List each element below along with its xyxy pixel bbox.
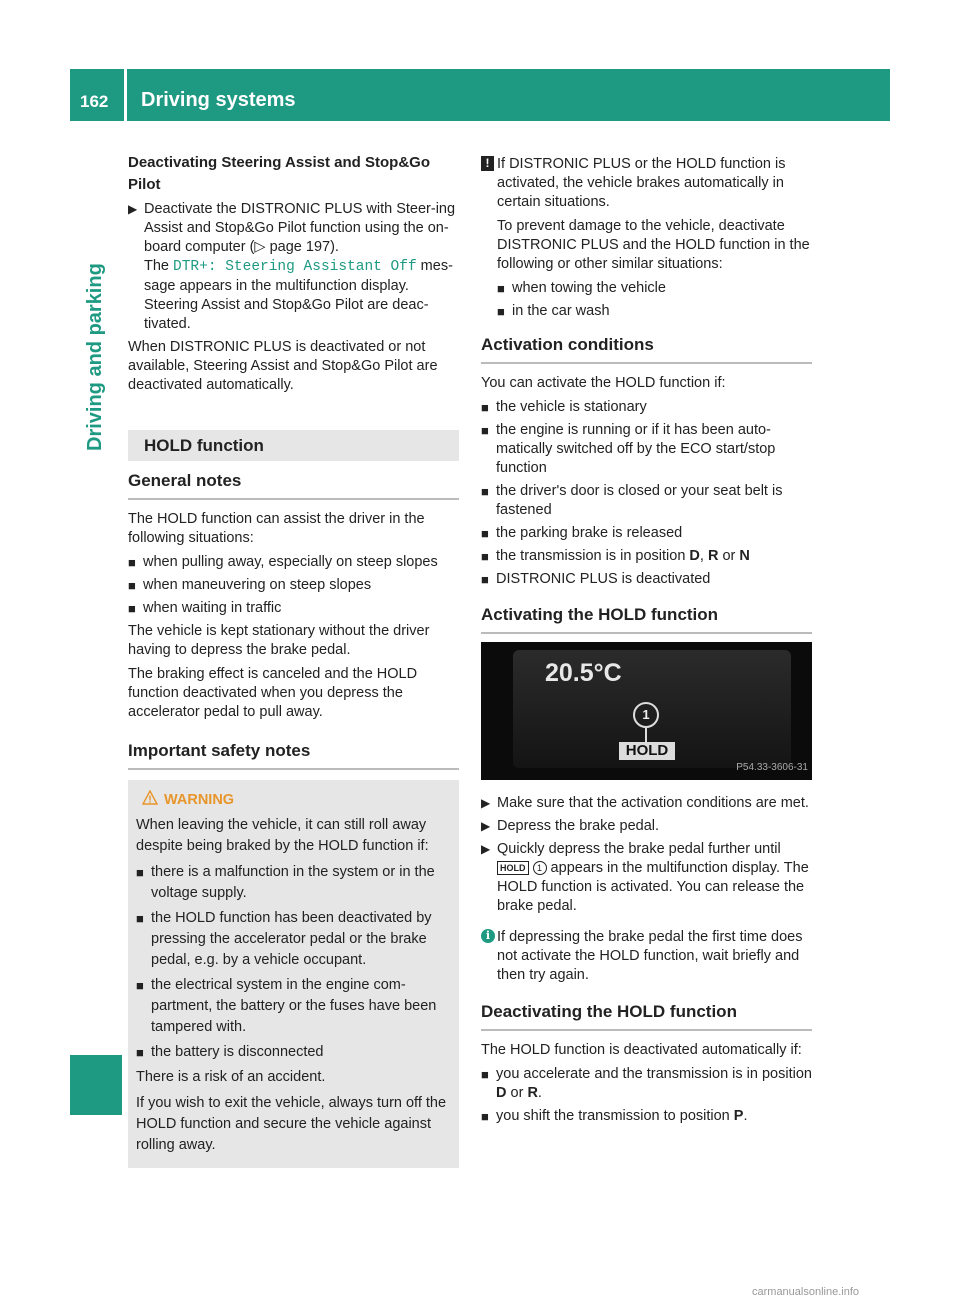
paragraph: The HOLD function is deactivated automatically if: <box>481 1042 802 1058</box>
step-arrow-icon: ▶ <box>481 796 491 810</box>
display-message: DTR+: Steering Assistant Off <box>173 259 417 275</box>
instruction-step: ▶ Deactivate the DISTRONIC PLUS with Steer-ing Assist and Stop&Go Pilot function using the on-board computer (▷ page 197). The DTR+: Steering Assistant Off mes-sage appears in the multifunction display. Steering Assist and Stop&Go Pilot are deac-tivated. <box>128 201 456 332</box>
step-arrow-icon: ▶ <box>481 842 491 856</box>
callout-line <box>645 728 647 742</box>
paragraph: If you wish to exit the vehicle, always turn off the HOLD function and secure the vehicle against rolling away. <box>136 1095 447 1153</box>
note-bullet-list <box>497 279 812 321</box>
paragraph: The braking effect is canceled and the HOLD function deactivated when you depress the accelerator pedal to pull away. <box>128 666 418 720</box>
list-item: ■ there is a malfunction in the system or in the voltage supply. <box>136 864 435 901</box>
warning-box <box>128 780 459 1168</box>
callout-number: 1 <box>633 702 659 728</box>
multifunction-display-image <box>481 642 812 780</box>
list-item: ■ the engine is running or if it has been auto-matically switched off by the ECO start/stop function <box>481 422 776 476</box>
side-label: Driving and parking <box>84 263 106 451</box>
exclamation-icon: ! <box>481 156 494 171</box>
instruction-step: ▶ Quickly depress the brake pedal further until HOLD 1 appears in the multifunction display. The HOLD function is activated. You can release the brake pedal. <box>481 841 809 914</box>
list-item: ■ when waiting in traffic <box>128 600 282 616</box>
list-item: ■ the HOLD function has been deactivated by pressing the accelerator pedal or the brake pedal, e.g. by a vehicle occupant. <box>136 910 432 968</box>
instruction-step: ▶ Make sure that the activation conditions are met. <box>481 795 809 811</box>
paragraph: When leaving the vehicle, it can still roll away despite being braked by the HOLD function if: <box>136 817 429 854</box>
list-item: ■ when maneuvering on steep slopes <box>128 577 372 593</box>
paragraph: When DISTRONIC PLUS is deactivated or not available, Steering Assist and Stop&Go Pilot are deactivated automatically. <box>128 339 438 393</box>
caution-note: ! If DISTRONIC PLUS or the HOLD function is activated, the vehicle brakes automatically in certain situations. To prevent damage to the vehicle, deactivate DISTRONIC PLUS and the HOLD function in the following or other similar situations: ■ when towing the vehicle ■ in the car wash <box>481 155 812 321</box>
paragraph: The vehicle is kept stationary without the driver having to depress the brake pedal. <box>128 623 430 658</box>
page-ref-arrow-icon: ▷ <box>254 239 266 255</box>
activation-bullet-list <box>481 398 812 589</box>
circled-number: 1 <box>533 861 547 875</box>
display-temperature: 20.5°C <box>545 659 622 687</box>
deactivating-hold-heading: Deactivating the HOLD function <box>481 1002 812 1031</box>
paragraph: The HOLD function can assist the driver in the following situations: <box>128 511 425 546</box>
general-bullet-list <box>128 553 459 618</box>
hold-function-band: HOLD function <box>128 430 459 461</box>
safety-notes-heading: Important safety notes <box>128 741 459 770</box>
list-item: ■ the electrical system in the engine com-partment, the battery or the fuses have been tampered with. <box>136 977 437 1035</box>
info-icon: i <box>481 929 495 943</box>
deactivating-bullet-list <box>481 1065 812 1126</box>
side-tab <box>70 121 122 461</box>
warning-title: WARNING <box>136 790 451 811</box>
activating-hold-heading: Activating the HOLD function <box>481 605 812 634</box>
list-item: ■ when towing the vehicle <box>497 280 666 296</box>
general-notes-heading: General notes <box>128 471 459 500</box>
chapter-title: Driving systems <box>141 89 296 111</box>
warning-triangle-icon <box>142 790 158 806</box>
warning-bullet-list <box>136 862 451 1063</box>
list-item: ■ in the car wash <box>497 303 610 319</box>
list-item: ■ the transmission is in position D, R or N <box>481 548 750 564</box>
list-item: ■ when pulling away, especially on steep slopes <box>128 554 438 570</box>
footer-watermark: carmanualsonline.info <box>752 1286 860 1298</box>
image-code: P54.33-3606-31 <box>736 762 808 773</box>
side-block <box>70 1055 122 1115</box>
step-arrow-icon: ▶ <box>128 202 138 216</box>
activation-conditions-heading: Activation conditions <box>481 335 812 364</box>
hold-symbol-icon: HOLD <box>497 861 529 875</box>
paragraph: There is a risk of an accident. <box>136 1069 326 1085</box>
paragraph: You can activate the HOLD function if: <box>481 375 726 391</box>
page-number: 162 <box>80 92 109 111</box>
list-item: ■ you shift the transmission to position P. <box>481 1108 748 1124</box>
list-item: ■ DISTRONIC PLUS is deactivated <box>481 571 711 587</box>
info-note: i If depressing the brake pedal the first time does not activate the HOLD function, wait briefly and then try again. <box>481 928 812 985</box>
list-item: ■ the driver's door is closed or your seat belt is fastened <box>481 483 783 518</box>
page-reference-link[interactable]: page 197). <box>269 239 339 255</box>
list-item: ■ the vehicle is stationary <box>481 399 647 415</box>
list-item: ■ you accelerate and the transmission is in position D or R. <box>481 1066 812 1101</box>
deactivating-steering-heading: Deactivating Steering Assist and Stop&Go Pilot <box>128 154 430 193</box>
header-divider <box>124 69 127 121</box>
list-item: ■ the battery is disconnected <box>136 1044 324 1060</box>
list-item: ■ the parking brake is released <box>481 525 683 541</box>
hold-indicator: HOLD <box>619 742 675 760</box>
right-column <box>481 155 812 1130</box>
step-arrow-icon: ▶ <box>481 819 491 833</box>
instruction-step: ▶ Depress the brake pedal. <box>481 818 660 834</box>
left-column <box>128 152 459 1168</box>
